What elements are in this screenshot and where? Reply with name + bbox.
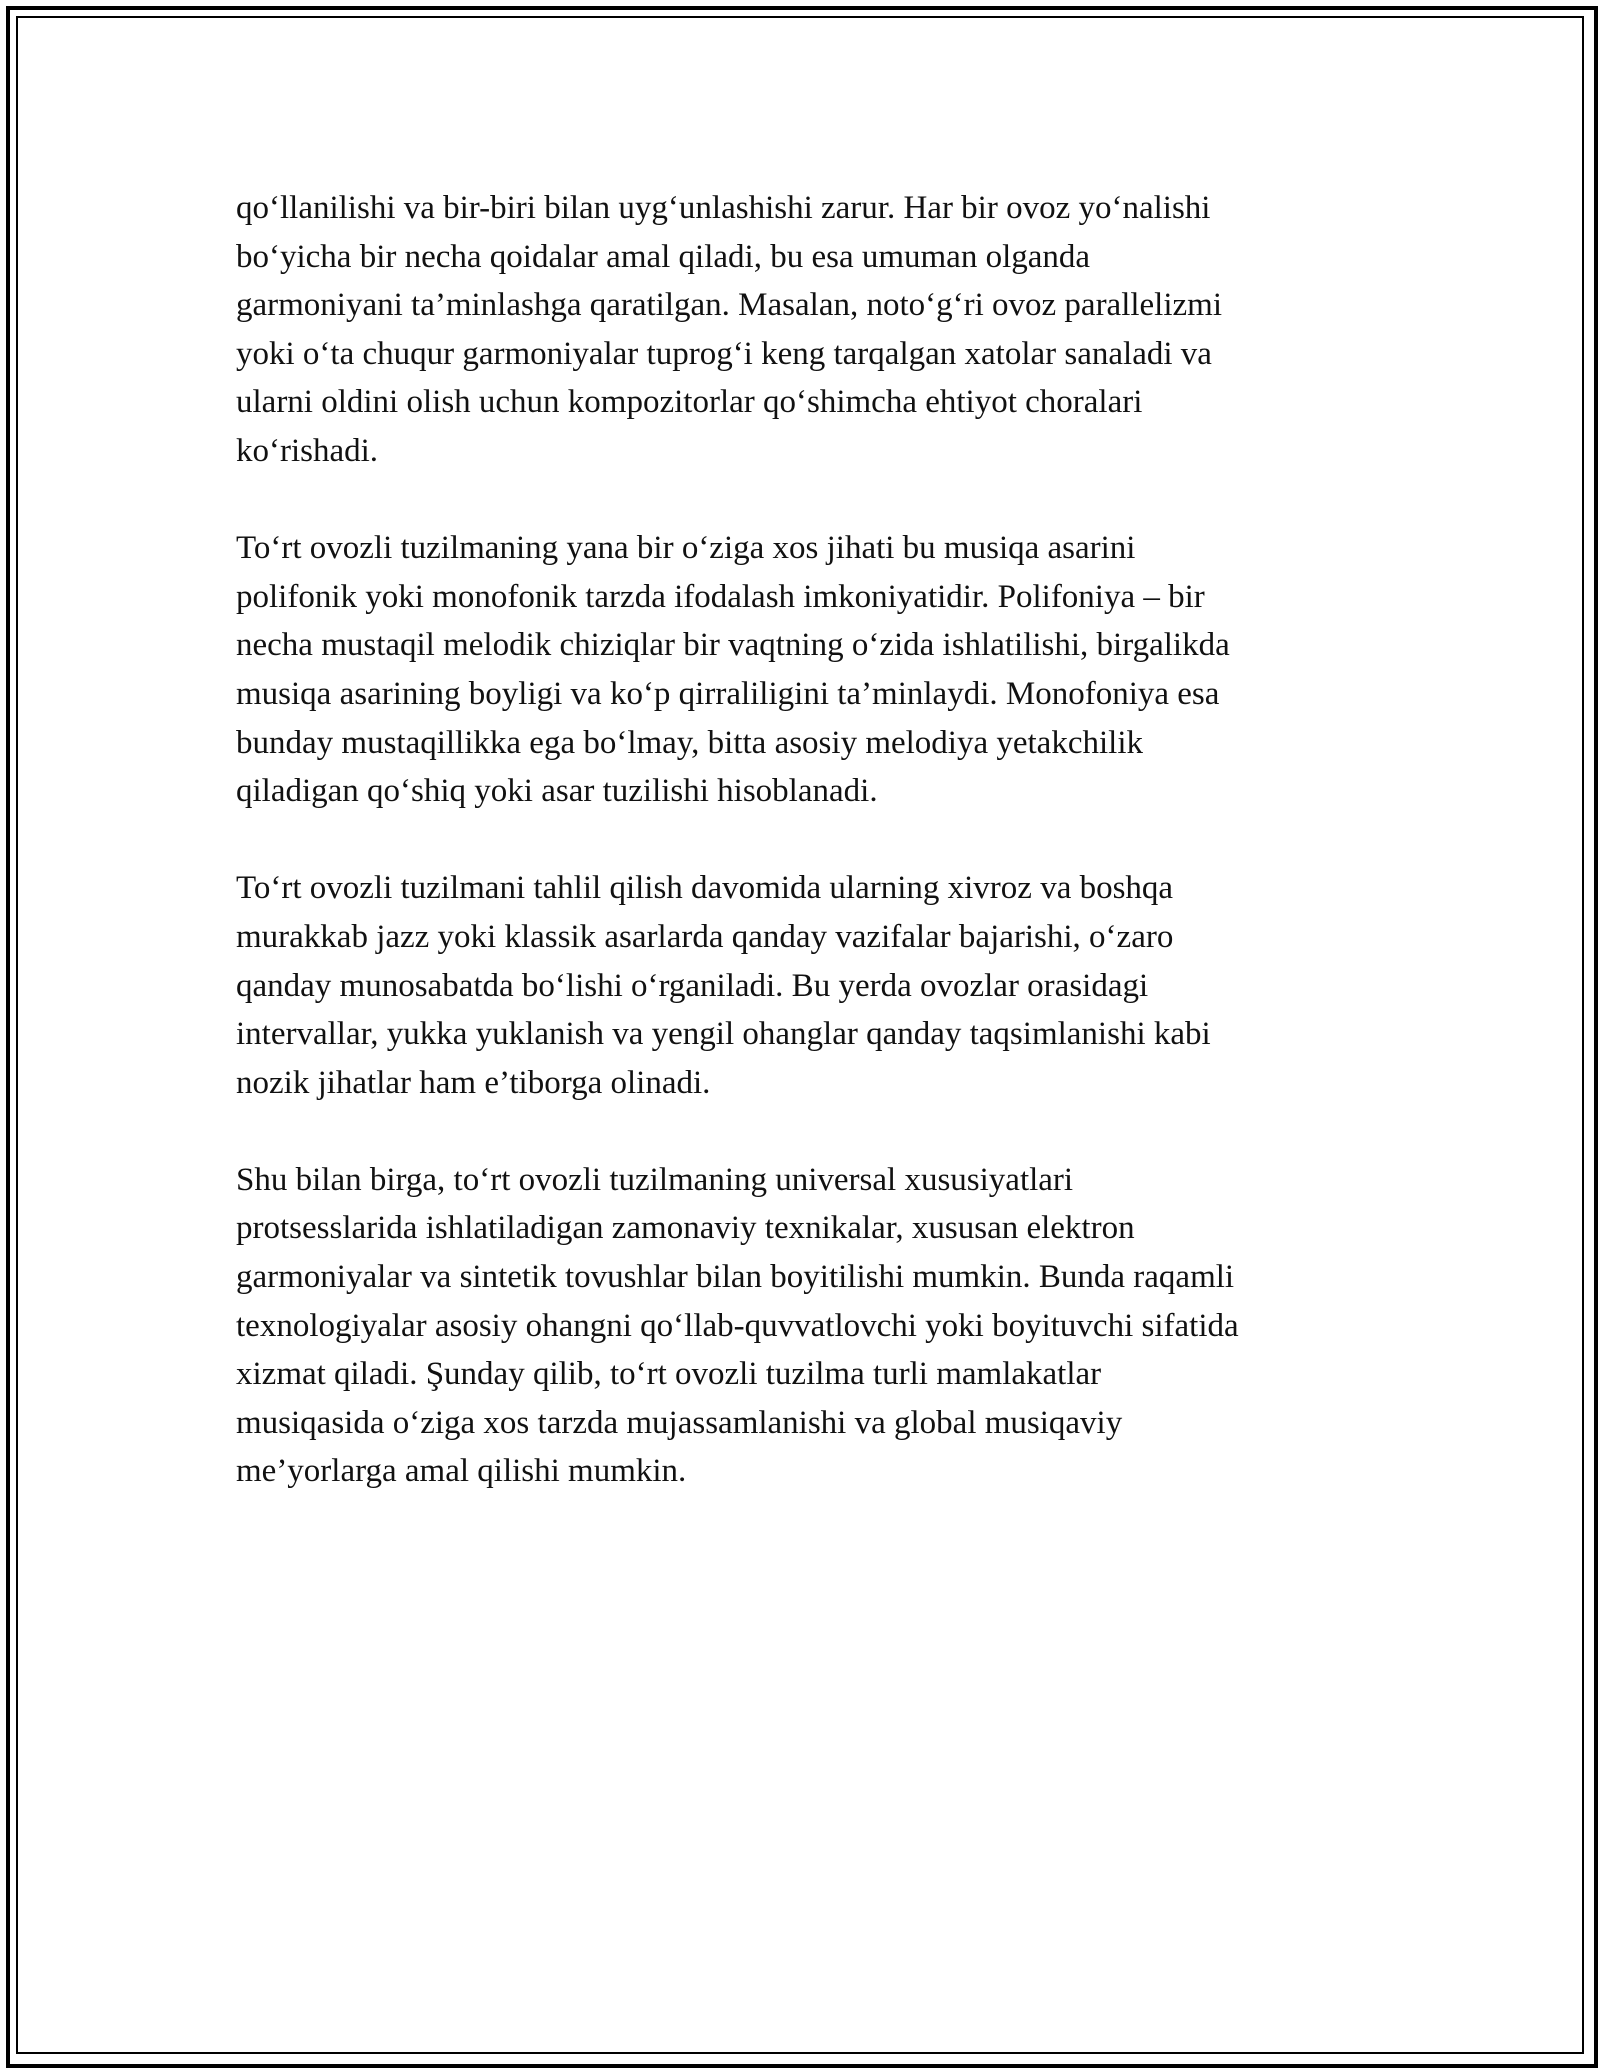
- paragraph-4: Shu bilan birga, to‘rt ovozli tuzilmaning universal xususiyatlari protsesslarida ishlatiladigan zamonaviy texnikalar, xususan elektron garmoniyalar va sintetik tovushlar bilan boyitilishi mumkin. Bunda raqamli texnologiyalar asosiy ohangni qo‘llab-quvvatlovchi yoki boyituvchi sifatida xizmat qiladi. Şunday qilib, to‘rt ovozli tuzilma turli mamlakatlar musiqasida o‘ziga xos tarzda mujassamlanishi va global musiqaviy me’yorlarga amal qilishi mumkin.: [236, 1161, 1239, 1490]
- paragraph-1: qo‘llanilishi va bir-biri bilan uyg‘unlashishi zarur. Har bir ovoz yo‘nalishi bo‘yicha bir necha qoidalar amal qiladi, bu esa umuman olganda garmoniyani ta’minlashga qaratilgan. Masalan, noto‘g‘ri ovoz parallelizmi yoki o‘ta chuqur garmoniyalar tuprog‘i keng tarqalgan xatolar sanaladi va ularni oldini olish uchun kompozitorlar qo‘shimcha ehtiyot choralari ko‘rishadi.: [236, 190, 1223, 469]
- paragraph-2: To‘rt ovozli tuzilmaning yana bir o‘ziga xos jihati bu musiqa asarini polifonik yoki monofonik tarzda ifodalash imkoniyatidir. Polifoniya – bir necha mustaqil melodik chiziqlar bir vaqtning o‘zida ishlatilishi, birgalikda musiqa asarining boyligi va ko‘p qirraliligini ta’minlaydi. Monofoniya esa bunday mustaqillikka ega bo‘lmay, bitta asosiy melodiya yetakchilik qiladigan qo‘shiq yoki asar tuzilishi hisoblanadi.: [236, 530, 1230, 810]
- paragraph-3: To‘rt ovozli tuzilmani tahlil qilish davomida ularning xivroz va boshqa murakkab jazz yoki klassik asarlarda qanday vazifalar bajarishi, o‘zaro qanday munosabatda bo‘lishi o‘rganiladi. Bu yerda ovozlar orasidagi intervallar, yukka yuklanish va yengil ohanglar qanday taqsimlanishi kabi nozik jihatlar ham e’tiborga olinadi.: [236, 870, 1211, 1101]
- document-body: [236, 184, 1366, 1545]
